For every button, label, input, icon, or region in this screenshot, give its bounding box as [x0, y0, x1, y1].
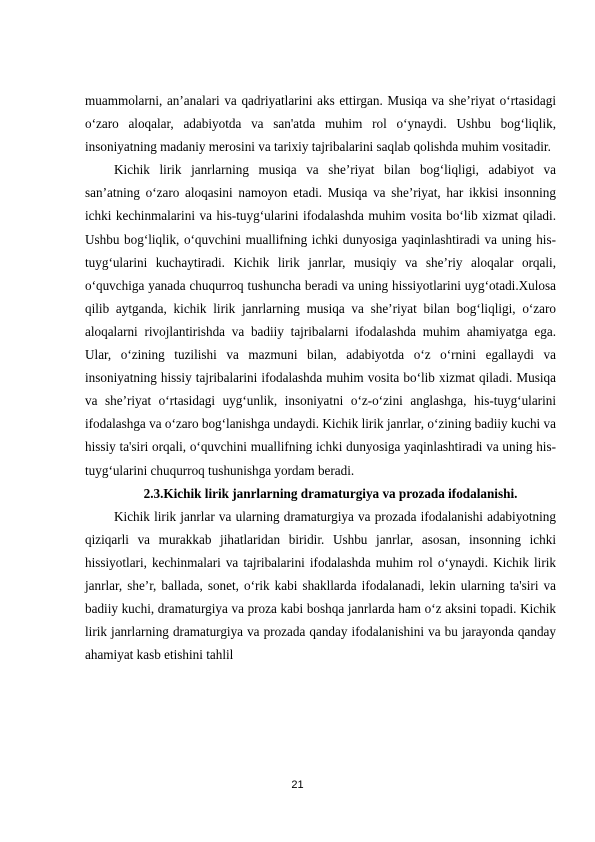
- page-number: 21: [291, 779, 304, 791]
- paragraph-lyric-genres-music: Kichik lirik janrlarning musiqa va she’riyat bilan bog‘liqligi, adabiyot va san’atning o‘zaro aloqasini namoyon etadi. Musiqa va she’riyat, har ikkisi insonning ichki kechinmalarini va his-tuyg‘ularini ifodalashda muhim vosita bo‘lib xizmat qiladi. Ushbu bog‘liqlik, o‘quvchini muallifning ichki dunyosiga yaqinlashtiradi va uning his-tuyg‘ularini kuchaytiradi. Kichik lirik janrlar, musiqiy va she’riy aloqalar orqali, o‘quvchiga yanada chuqurroq tushuncha beradi va uning hissiyotlarini uyg‘otadi.Xulosa qilib aytganda, kichik lirik janrlarning musiqa va she’riyat bilan bog‘liqligi, o‘zaro aloqalarni rivojlantirishda va badiiy tajribalarni ifodalashda muhim ahamiyatga ega. Ular, o‘zining tuzilishi va mazmuni bilan, adabiyotda o‘z o‘rnini egallaydi va insoniyatning hissiy tajribalarini ifodalashda muhim vosita bo‘lib xizmat qiladi. Musiqa va she’riyat o‘rtasidagi uyg‘unlik, insoniyatni o‘z-o‘zini anglashga, his-tuyg‘ularini ifodalashga va o‘zaro bog‘lanishga undaydi. Kichik lirik janrlar, o‘zining badiiy kuchi va hissiy ta'siri orqali, o‘quvchini muallifning ichki dunyosiga yaqinlashtiradi va uning his-tuyg‘ularini chuqurroq tushunishga yordam beradi.: [85, 162, 556, 478]
- paragraph-continuation: muammolarni, an’analari va qadriyatlarini aks ettirgan. Musiqa va she’riyat o‘rtasidagi o‘zaro aloqalar, adabiyotda va san'atda muhim rol o‘ynaydi. Ushbu bog‘liqlik, insoniyatning madaniy merosini va tarixiy tajribalarini saqlab qolishda muhim vositadir.: [85, 93, 556, 155]
- section-heading: 2.3.Kichik lirik janrlarning dramaturgiya va prozada ifodalanishi.: [143, 485, 518, 501]
- paragraph-drama-prose: Kichik lirik janrlar va ularning dramaturgiya va prozada ifodalanishi adabiyotning qiziqarli va murakkab jihatlaridan biridir. Ushbu janrlar, asosan, insonning ichki hissiyotlari, kechinmalari va tajribalarini ifodalashda muhim rol o‘ynaydi. Kichik lirik janrlar, she’r, ballada, sonet, o‘rik kabi shakllarda ifodalanadi, lekin ularning ta'siri va badiiy kuchi, dramaturgiya va proza kabi boshqa janrlarda ham o‘z aksini topadi. Kichik lirik janrlarning dramaturgiya va prozada qanday ifodalanishini va bu jarayonda qanday ahamiyat kasb etishini tahlil: [85, 508, 556, 663]
- document-page: [85, 89, 556, 666]
